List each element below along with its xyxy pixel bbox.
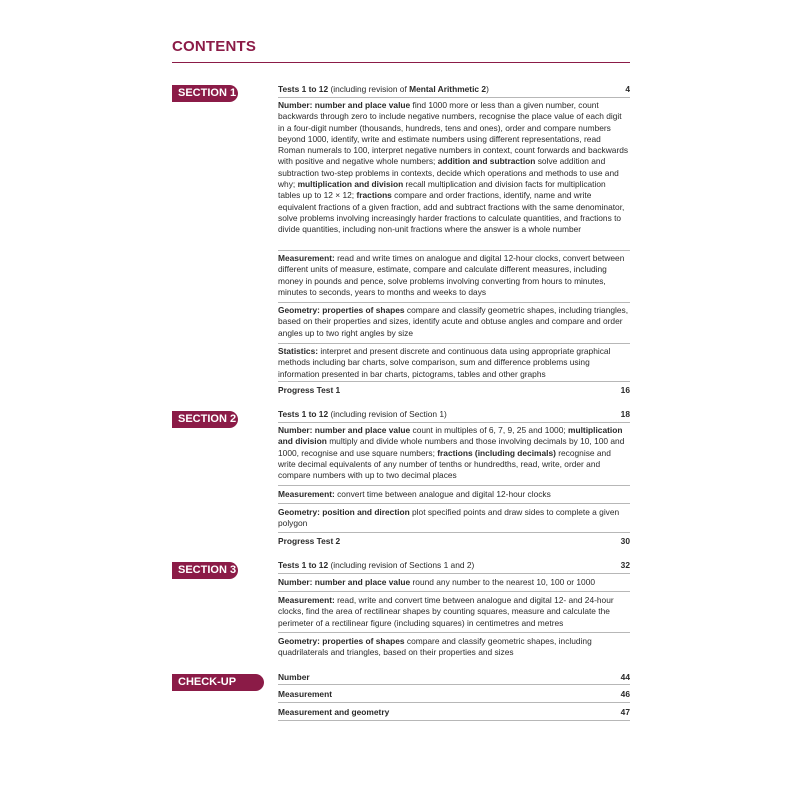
section-3-badge: SECTION 3 [172,562,238,579]
checkup-item-page: 44 [620,672,630,682]
section-3-topic-geometry: Geometry: properties of shapes compare and classify geometric shapes, including quadrilaterals and triangles, based on their properties and sizes [278,636,592,658]
divider [278,302,630,303]
checkup-item-page: 47 [620,707,630,717]
checkup-row-measurement-geometry[interactable] [278,707,630,718]
divider [278,343,630,344]
section-3-topic-measurement: Measurement: read, write and convert time between analogue and digital 12- and 24-hour clocks, find the area of rectilinear shapes by counting squares, measure and calculate the perimeter of a rectilinear figure (including squares) in centimetres and metres [278,595,614,628]
checkup-row-measurement[interactable] [278,689,630,700]
section-1-tests-title: Tests 1 to 12 (including revision of Mental Arithmetic 2) [278,84,489,94]
divider [278,503,630,504]
section-1-tests-row[interactable] [278,84,630,95]
divider [278,573,630,574]
section-2-tests-page: 18 [620,409,630,419]
section-1-topic-geometry: Geometry: properties of shapes compare and classify geometric shapes, including triangles, based on their properties and sizes, identify acute and obtuse angles and compare and order angles up to two right angles by size [278,305,629,338]
divider [278,381,630,382]
checkup-item-page: 46 [620,689,630,699]
section-2-progress-row[interactable] [278,536,630,547]
section-2-topic-measurement: Measurement: convert time between analogue and digital 12-hour clocks [278,489,551,499]
divider [278,720,630,721]
divider [278,702,630,703]
section-1-topic-statistics: Statistics: interpret and present discrete and continuous data using appropriate graphical methods including bar charts, solve comparison, sum and difference problems using information presented in bar charts, pictograms, tables and other graphs [278,346,611,379]
section-2-tests-title: Tests 1 to 12 (including revision of Section 1) [278,409,447,419]
section-1-topic-number: Number: number and place value find 1000 more or less than a given number, count backwards through zero to include negative numbers, recognise the place value of each digit in a four-digit number (thousands, hundreds, tens and ones), order and compare numbers beyond 1000, identify, write and estimate numbers using different representations, read Roman numerals to 100, interpret negative numbers in context, count forwards and backwards with positive and negative whole numbers; addition and subtraction solve addition and subtraction two-step problems in contexts, decide which operations and methods to use and why; multiplication and division recall multiplication and division facts for multiplication tables up to 12 × 12; fractions compare and order fractions, identify, name and write equivalent fractions of a given fraction, add and subtract fractions with the same denominator, solve problems involving increasingly harder fractions to calculate quantities, and fractions to divide quantities, including non-unit fractions where the answer is a whole number [278,100,629,235]
divider [278,532,630,533]
divider [278,591,630,592]
section-1-topic-measurement: Measurement: read and write times on analogue and digital 12-hour clocks, convert between different units of measure, estimate, compare and calculate different measures, including money in pounds and pence, solve problems involving converting from hours to minutes, minutes to seconds, years to months and weeks to days [278,253,625,297]
section-2-topic-geometry: Geometry: position and direction plot specified points and draw sides to complete a given polygon [278,507,620,529]
divider [278,632,630,633]
checkup-row-number[interactable] [278,672,630,683]
checkup-badge: CHECK-UP TESTS [172,674,264,691]
section-2-progress-page: 30 [620,536,630,546]
section-3-topic-number: Number: number and place value round any number to the nearest 10, 100 or 1000 [278,577,596,587]
section-1-tests-page: 4 [625,84,630,94]
section-1-badge: SECTION 1 [172,85,238,102]
section-3-tests-page: 32 [620,560,630,570]
divider [278,485,630,486]
checkup-item-title: Number [278,672,310,682]
divider [278,97,630,98]
checkup-item-title: Measurement and geometry [278,707,390,717]
contents-title: CONTENTS [172,38,257,55]
divider [278,684,630,685]
title-divider [172,62,630,63]
section-2-progress-title: Progress Test 2 [278,536,341,546]
section-2-topic-number: Number: number and place value count in multiples of 6, 7, 9, 25 and 1000; multiplication and division multiply and divide whole numbers and those involving decimals by 10, 100 and 1000, recognise and use square numbers; fractions (including decimals) recognise and write decimal equivalents of any number of tenths or hundredths, read, write, order and compare numbers with up to two decimal places [278,425,625,481]
section-3-tests-row[interactable] [278,560,630,571]
section-2-badge: SECTION 2 [172,411,238,428]
section-1-progress-page: 16 [620,385,630,395]
checkup-item-title: Measurement [278,689,332,699]
section-1-progress-row[interactable] [278,385,630,396]
divider [278,422,630,423]
section-2-tests-row[interactable] [278,409,630,420]
divider [278,250,630,251]
section-3-tests-title: Tests 1 to 12 (including revision of Sections 1 and 2) [278,560,475,570]
section-1-progress-title: Progress Test 1 [278,385,341,395]
